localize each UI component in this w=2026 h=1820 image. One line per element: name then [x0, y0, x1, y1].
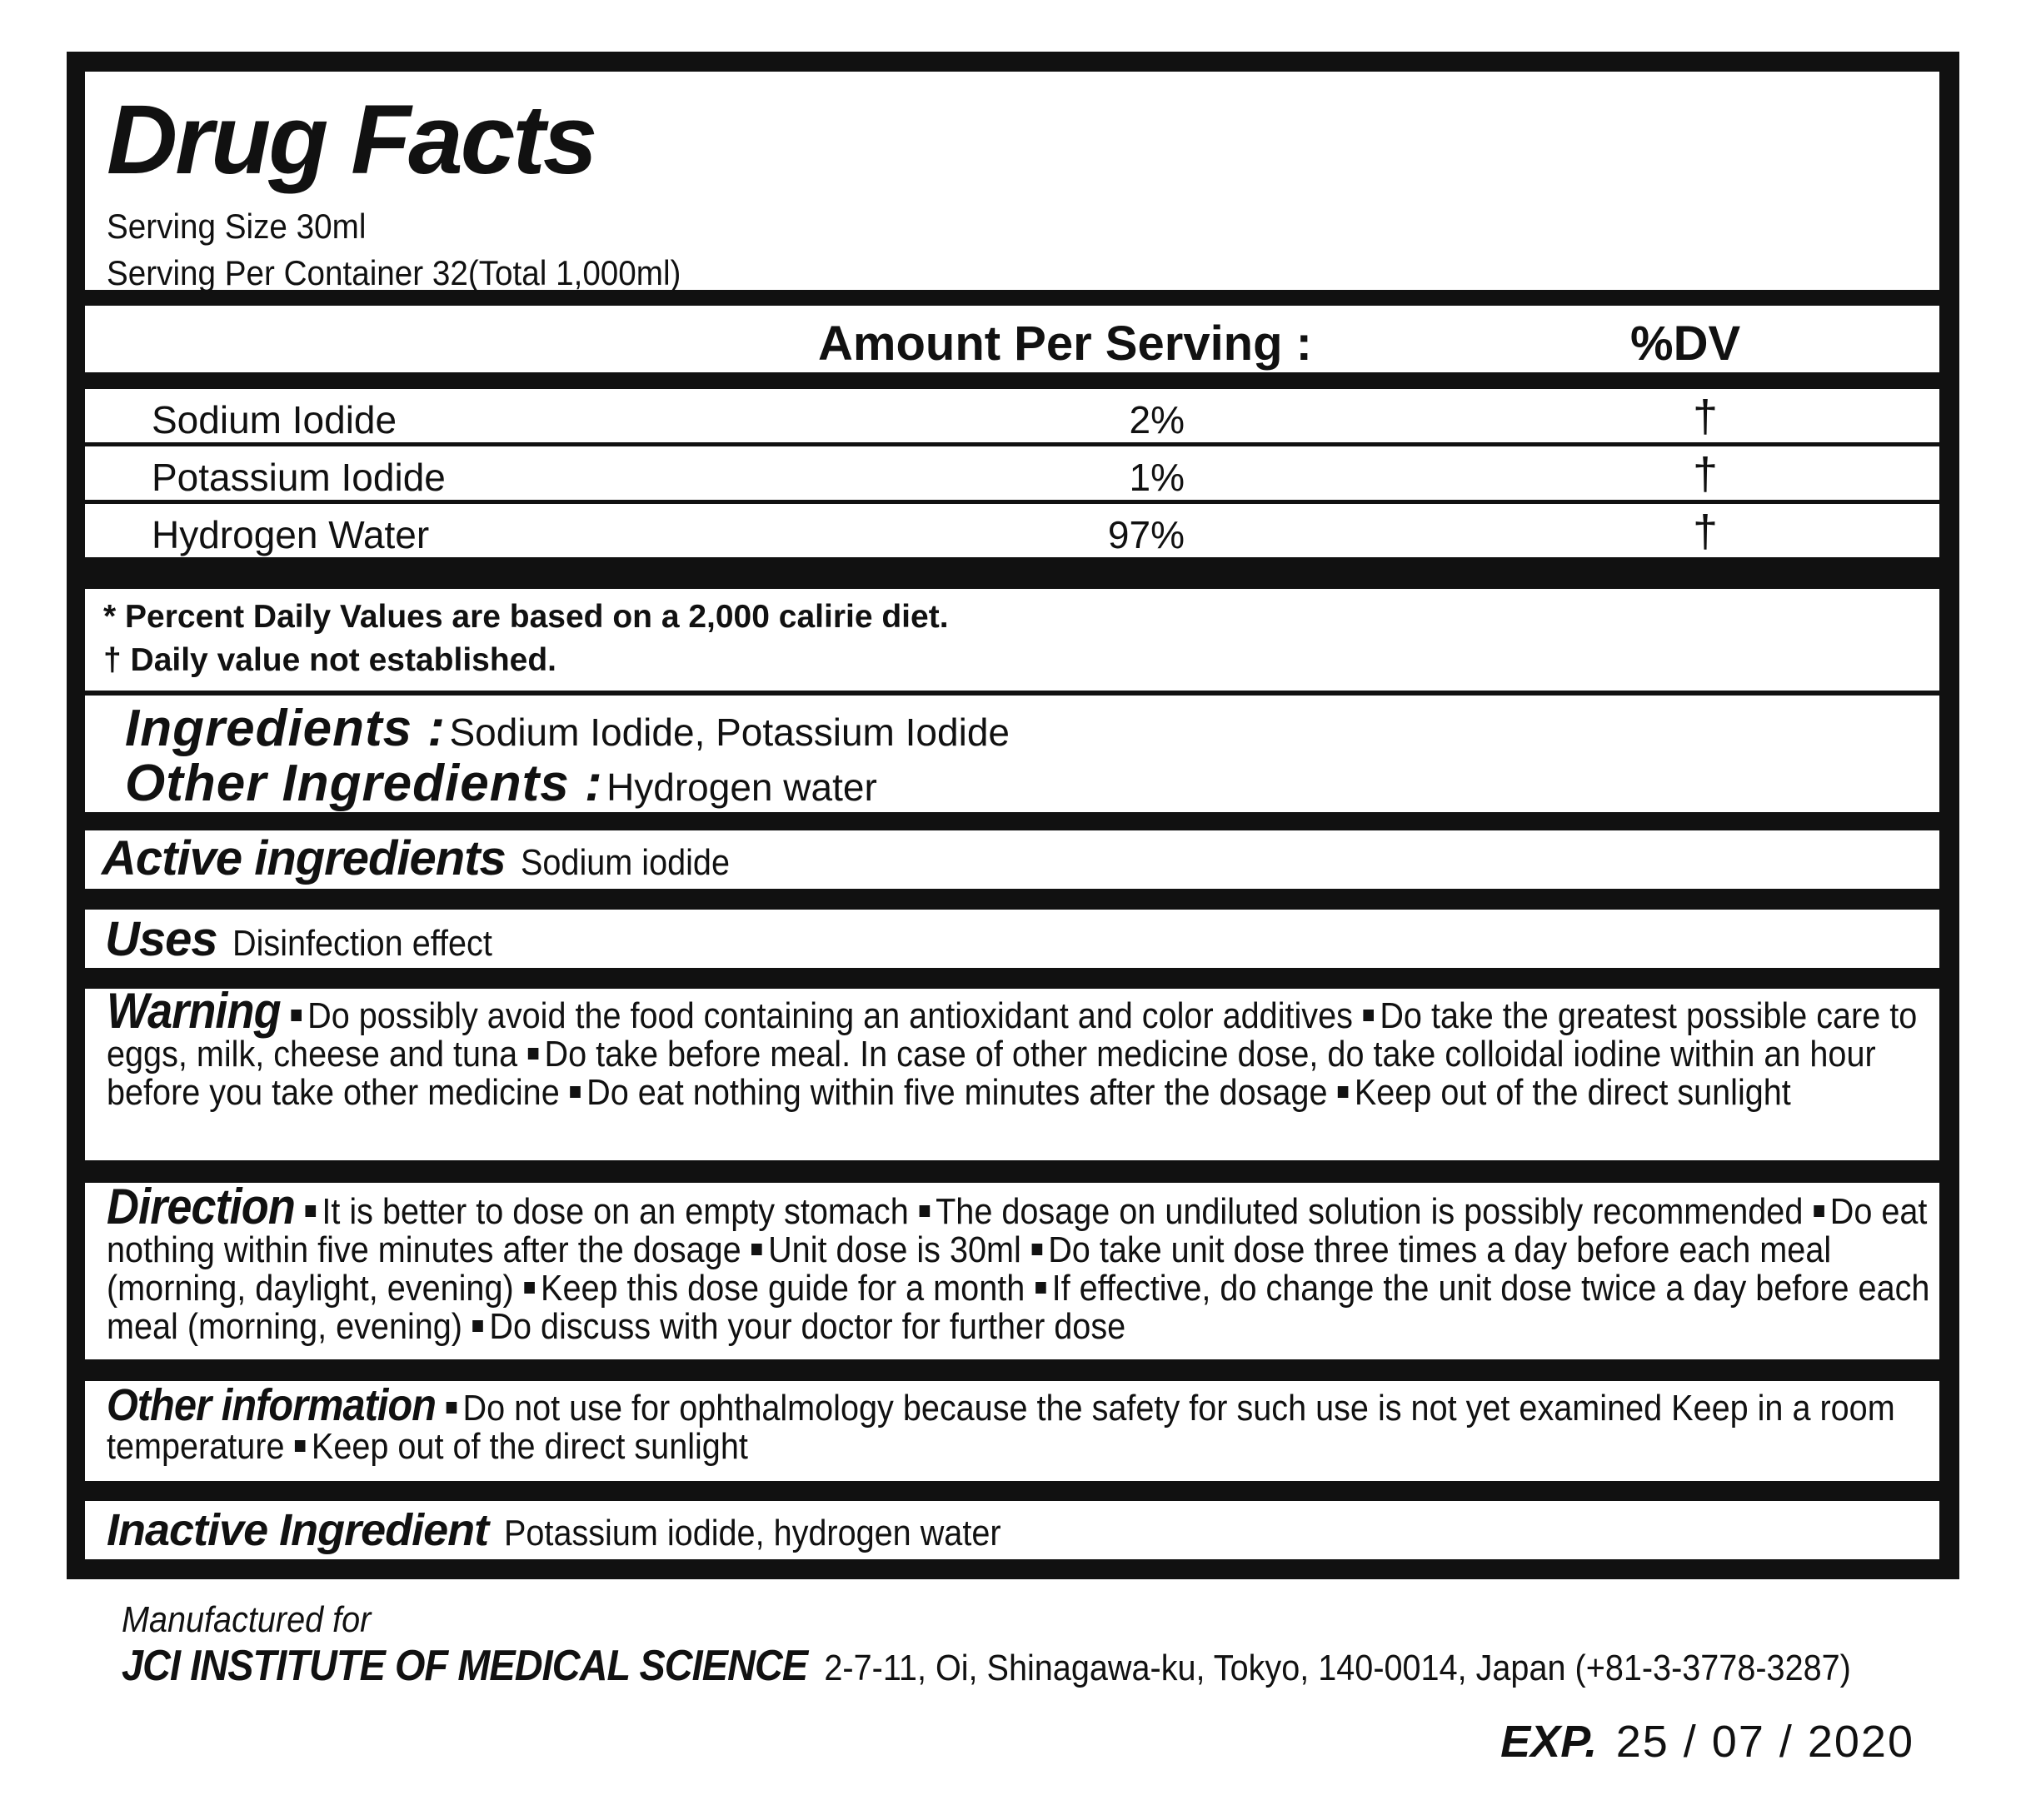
direction-section — [85, 1179, 1939, 1359]
row-amount: 97% — [1107, 513, 1185, 556]
row-amount: 1% — [1129, 456, 1185, 499]
active-ingredients-text: Sodium iodide — [521, 842, 731, 883]
row-amount: 2% — [1129, 398, 1185, 441]
row-dv: † — [1693, 391, 1719, 441]
drug-facts-panel — [67, 52, 1959, 1579]
bullet-icon — [1364, 1010, 1375, 1021]
warning-item: Do eat nothing within five minutes after the dosage — [586, 1072, 1328, 1113]
direction-item: The dosage on undiluted solution is possibly recommended — [936, 1191, 1804, 1232]
manufacturer-line — [122, 1641, 1851, 1691]
uses-text: Disinfection effect — [232, 923, 492, 964]
inactive-ingredient-label: Inactive Ingredient — [107, 1505, 489, 1555]
uses-label: Uses — [105, 912, 217, 966]
direction-item: If effective, do change the unit dose twice a day before each meal (morning, evening) — [107, 1268, 1930, 1347]
bullet-icon — [291, 1010, 302, 1021]
bullet-icon — [447, 1402, 457, 1414]
warning-item: Keep out of the direct sunlight — [1354, 1072, 1791, 1113]
row-name: Potassium Iodide — [152, 456, 446, 499]
bullet-icon — [528, 1048, 539, 1060]
expiry-label: EXP. — [1500, 1717, 1598, 1767]
other-information-item: Do not use for ophthalmology because the safety for such use is not yet examined Keep in a room temperature — [107, 1388, 1895, 1467]
header-amount: Amount Per Serving : — [818, 317, 1312, 371]
direction-item: Do eat nothing within five minutes after the dosage — [107, 1191, 1928, 1270]
warning-item: Do take the greatest possible care to eggs, milk, cheese and tuna — [107, 995, 1918, 1075]
other-information-item: Keep out of the direct sunlight — [311, 1426, 748, 1467]
active-ingredients-section — [85, 830, 1939, 889]
footnote-dagger: † Daily value not established. — [103, 642, 557, 678]
other-information-label: Other information — [107, 1380, 437, 1430]
manufacturer-address: 2-7-11, Oi, Shinagawa-ku, Tokyo, 140-0014, Japan (+81-3-3778-3287) — [824, 1648, 1851, 1688]
page-title: Drug Facts — [107, 85, 596, 195]
other-ingredients-text: Hydrogen water — [606, 765, 877, 809]
other-information-section — [85, 1381, 1939, 1481]
warning-section — [85, 983, 1939, 1160]
inactive-ingredient-text: Potassium iodide, hydrogen water — [503, 1513, 1001, 1553]
warning-item: Do possibly avoid the food containing an antioxidant and color additives — [307, 995, 1353, 1036]
servings-per-container: Serving Per Container 32(Total 1,000ml) — [107, 253, 681, 292]
footnote-dv: * Percent Daily Values are based on a 2,000 calirie diet. — [103, 599, 949, 635]
bullet-icon — [473, 1320, 484, 1332]
bullet-icon — [1814, 1205, 1824, 1217]
direction-item: It is better to dose on an empty stomach — [322, 1191, 909, 1232]
other-ingredients-label: Other Ingredients : — [125, 755, 603, 812]
row-name: Hydrogen Water — [152, 513, 430, 556]
direction-item: Do take unit dose three times a day before each meal (morning, daylight, evening) — [107, 1229, 1832, 1309]
ingredients-label: Ingredients : — [125, 700, 447, 757]
direction-item: Unit dose is 30ml — [768, 1229, 1021, 1270]
bullet-icon — [751, 1244, 762, 1255]
bullet-icon — [1031, 1244, 1042, 1255]
warning-label: Warning — [107, 983, 281, 1039]
warning-item: Do take before meal. In case of other medicine dose, do take colloidal iodine within an hour before you take other medicine — [107, 1034, 1876, 1113]
expiry-line — [1500, 1716, 1914, 1768]
row-dv: † — [1693, 449, 1719, 499]
direction-item: Keep this dose guide for a month — [541, 1268, 1025, 1309]
footnotes-section — [85, 589, 1939, 691]
row-name: Sodium Iodide — [152, 398, 397, 441]
ingredients-section — [85, 696, 1939, 812]
bullet-icon — [295, 1440, 306, 1452]
inactive-ingredient-section — [85, 1501, 1939, 1559]
row-dv: † — [1693, 506, 1719, 556]
active-ingredients-label: Active ingredients — [102, 831, 506, 885]
table-row — [85, 446, 1939, 500]
header-dv: %DV — [1630, 317, 1741, 371]
manufacturer-name: JCI INSTITUTE OF MEDICAL SCIENCE — [122, 1642, 808, 1690]
bullet-icon — [1338, 1086, 1349, 1098]
table-row — [85, 504, 1939, 557]
table-header — [85, 306, 1939, 372]
direction-label: Direction — [107, 1179, 295, 1234]
table-row — [85, 389, 1939, 442]
bullet-icon — [919, 1205, 930, 1217]
direction-item: Do discuss with your doctor for further dose — [489, 1306, 1126, 1347]
title-section — [85, 72, 1939, 290]
manufactured-for-label: Manufactured for — [122, 1599, 372, 1640]
serving-size: Serving Size 30ml — [107, 207, 367, 246]
ingredients-text: Sodium Iodide, Potassium Iodide — [449, 711, 1010, 754]
uses-section — [85, 910, 1939, 968]
bullet-icon — [570, 1086, 581, 1098]
bullet-icon — [1035, 1282, 1046, 1294]
bullet-icon — [306, 1205, 317, 1217]
expiry-date: 25 / 07 / 2020 — [1615, 1717, 1914, 1767]
bullet-icon — [524, 1282, 535, 1294]
